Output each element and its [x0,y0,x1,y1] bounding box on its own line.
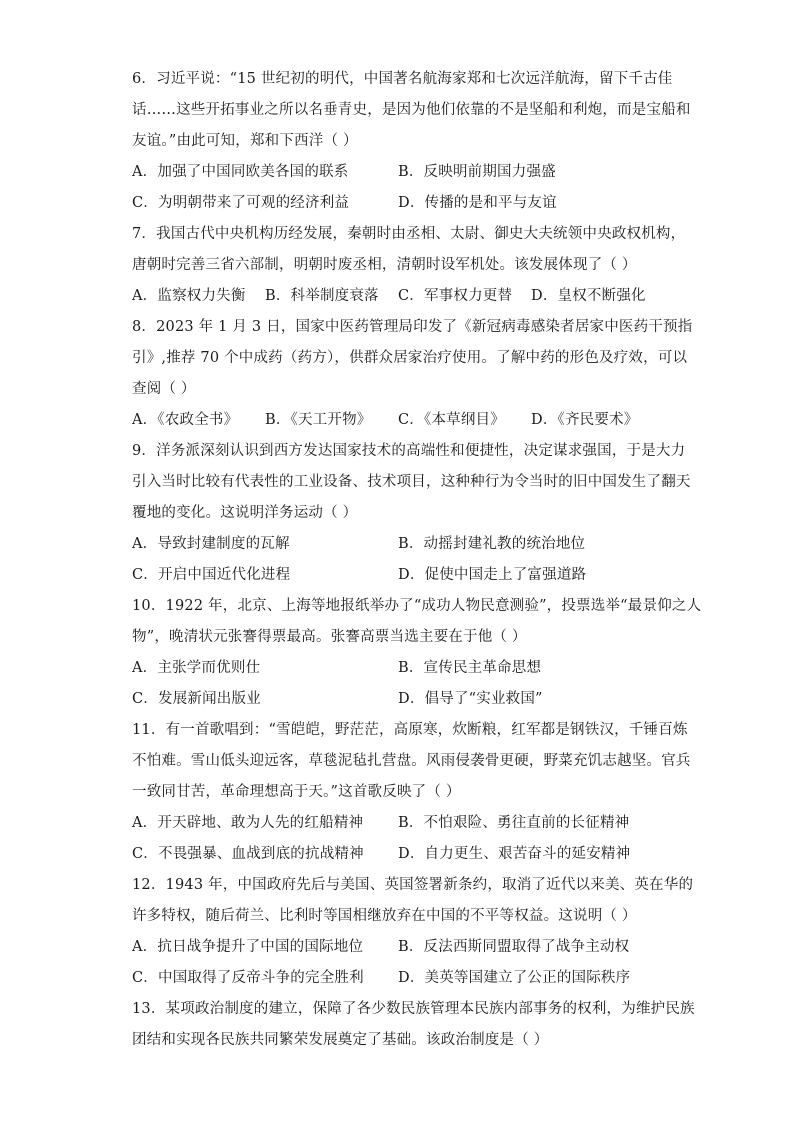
option-row [132,281,664,312]
question-text-line: 引》,推荐 70 个中成药（药方），供群众居家治疗使用。了解中药的形色及疗效，可以 [132,350,688,366]
question-10 [132,591,702,715]
option-c: C．开启中国近代化进程 [132,567,291,583]
question-6 [132,64,691,219]
option-a: A．主张学而优则仕 [132,660,261,676]
option-row [132,405,664,436]
question-text-line: 8．2023 年 1 月 3 日，国家中医药管理局印发了《新冠病毒感染者居家中医药干预指 [132,319,693,335]
question-text-line: 友谊。”由此可知，郑和下西洋（ ） [132,133,358,149]
question-text-line: 不怕难。雪山低头迎远客，草毯泥毡扎营盘。风雨侵袭骨更硬，野菜充饥志越坚。官兵 [132,753,691,769]
question-text-line: 唐朝时完善三省六部制，明朝时废丞相，清朝时设军机处。该发展体现了（ ） [132,257,637,273]
option-d: D．促使中国走上了富强道路 [398,567,587,583]
question-text-line: 覆地的变化。这说明洋务运动（ ） [132,505,358,521]
option-b: B．科举制度衰落 [265,288,379,304]
option-b: B．动摇封建礼教的统治地位 [398,536,586,552]
question-13 [132,994,695,1056]
question-text-line: 团结和实现各民族共同繁荣发展奠定了基础。该政治制度是（ ） [132,1032,549,1048]
option-c: C．发展新闻出版业 [132,691,261,707]
question-text-line: 话……这些开拓事业之所以名垂青史，是因为他们依靠的不是坚船和利炮，而是宝船和 [132,102,691,118]
option-row [132,560,664,591]
question-text-line: 引入当时比较有代表性的工业设备、技术项目，这种种行为令当时的旧中国发生了翻天 [132,474,691,490]
option-d: D．自力更生、艰苦奋斗的延安精神 [398,846,631,862]
question-8 [132,312,693,436]
question-text-line: 13．某项政治制度的建立，保障了各少数民族管理本民族内部事务的权利，为维护民族 [132,1001,695,1017]
option-a: A．开天辟地、敢为人先的红船精神 [132,815,364,831]
option-a: A．抗日战争提升了中国的国际地位 [132,939,364,955]
question-12 [132,870,694,994]
question-list [132,64,702,1056]
option-row [132,932,664,963]
question-text-line: 11．有一首歌唱到：“雪皑皑，野茫茫，高原寒，炊断粮，红军都是钢铁汉，千锤百炼 [132,722,688,738]
option-b: B．不怕艰险、勇往直前的长征精神 [398,815,630,831]
option-c: C．《本草纲目》 [398,412,505,428]
question-text-line: 查阅（ ） [132,381,196,397]
option-c: C．中国取得了反帝斗争的完全胜利 [132,970,364,986]
question-text-line: 12．1943 年，中国政府先后与美国、英国签署新条约，取消了近代以来美、英在华的 [132,877,694,893]
option-c: C．为明朝带来了可观的经济利益 [132,195,350,211]
option-a: A．导致封建制度的瓦解 [132,536,290,552]
option-a: A．《农政全书》 [132,412,239,428]
option-b: B．反映明前期国力强盛 [398,164,556,180]
question-11 [132,715,691,870]
option-c: C．军事权力更替 [398,288,513,304]
option-row [132,684,664,715]
question-text-line: 许多特权，随后荷兰、比利时等国相继放弃在中国的不平等权益。这说明（ ） [132,908,637,924]
option-b: B．宣传民主革命思想 [398,660,542,676]
option-row [132,839,664,870]
question-text-line: 7．我国古代中央机构历经发展，秦朝时由丞相、太尉、御史大夫统领中央政权机构， [132,226,686,242]
option-row [132,963,664,994]
option-row [132,653,664,684]
option-a: A．监察权力失衡 [132,288,246,304]
option-row [132,808,664,839]
question-9 [132,436,691,591]
question-7 [132,219,686,312]
question-text-line: 10．1922 年，北京、上海等地报纸举办了“成功人物民意测验”，投票选举“最景仰之人 [132,598,702,614]
option-d: D．传播的是和平与友谊 [398,195,557,211]
option-b: B．反法西斯同盟取得了战争主动权 [398,939,630,955]
option-d: D．美英等国建立了公正的国际秩序 [398,970,631,986]
option-d: D．《齐民要术》 [531,412,639,428]
question-text-line: 6．习近平说：“15 世纪初的明代，中国著名航海家郑和七次远洋航海，留下千古佳 [132,71,673,87]
option-c: C．不畏强暴、血战到底的抗战精神 [132,846,364,862]
option-row [132,157,664,188]
question-text-line: 物”，晚清状元张謇得票最高。张謇高票当选主要在于他（ ） [132,629,527,645]
question-text-line: 9．洋务派深刻认识到西方发达国家技术的高端性和便捷性，决定谋求强国，于是大力 [132,443,686,459]
option-d: D．皇权不断强化 [531,288,646,304]
option-b: B．《天工开物》 [265,412,372,428]
option-row [132,529,664,560]
question-text-line: 一致同甘苦，革命理想高于天。”这首歌反映了（ ） [132,784,461,800]
option-row [132,188,664,219]
option-a: A．加强了中国同欧美各国的联系 [132,164,349,180]
option-d: D．倡导了“实业救国” [398,691,543,707]
